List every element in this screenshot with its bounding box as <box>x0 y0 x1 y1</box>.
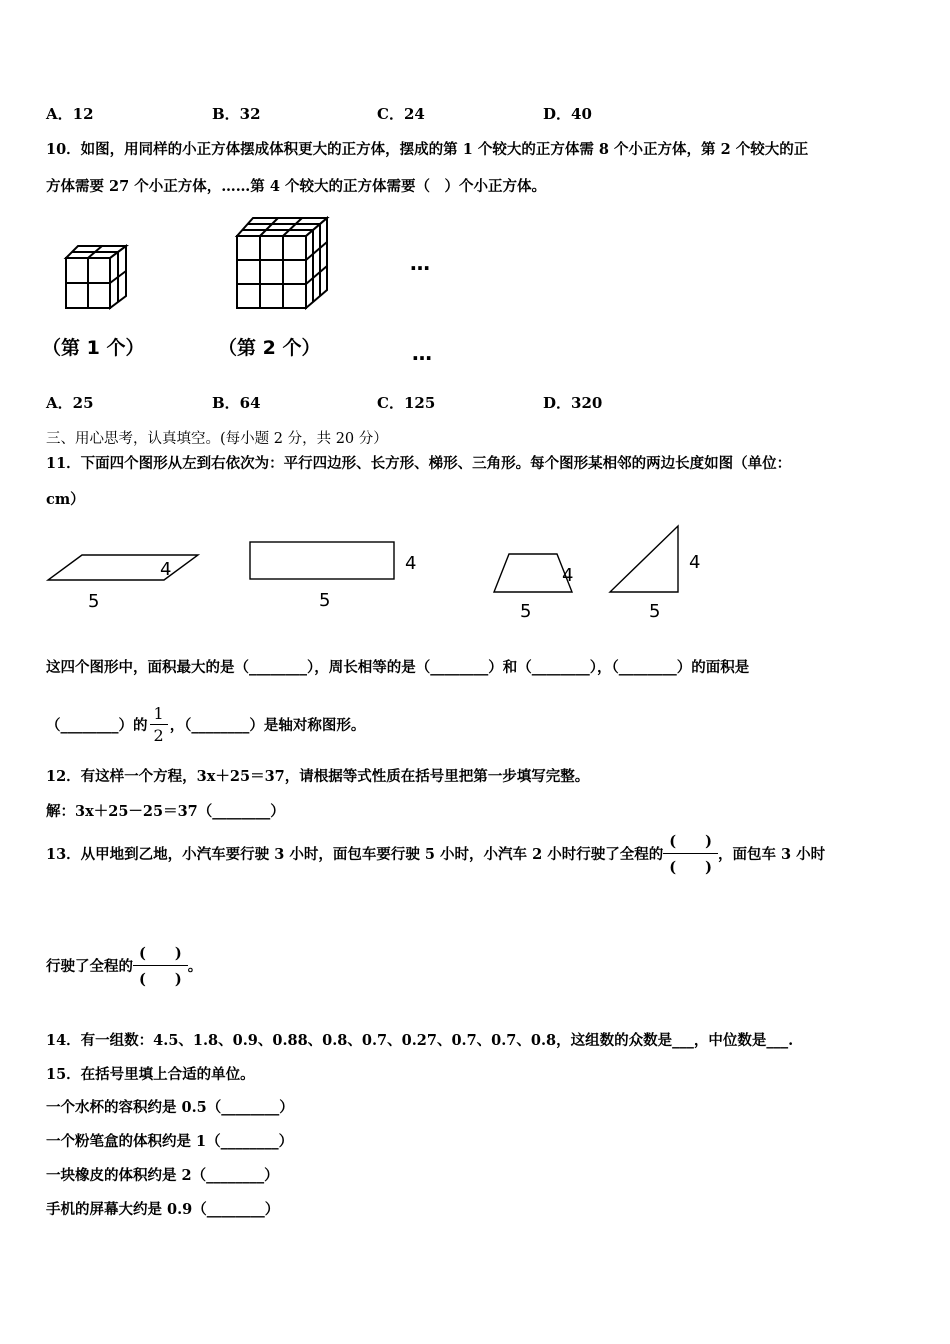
cube-2 <box>237 218 327 308</box>
parallelogram-height-label: 4 <box>160 559 172 580</box>
q13-line1-text: 13．从甲地到乙地，小汽车要行驶 3 小时，面包车要行驶 5 小时，小汽车 2 小时行驶了全程的 <box>46 846 664 863</box>
q9-option-b: B．32 <box>212 105 261 123</box>
q13-fraction-1 <box>663 830 718 877</box>
q15-item-1: 一个水杯的容积约是 0.5（________） <box>46 1099 294 1116</box>
q11-line4-b: ，（________）是轴对称图形。 <box>169 717 366 734</box>
cube-figures <box>40 210 500 380</box>
q10-line1: 10．如图，用同样的小正方体摆成体积更大的正方体，摆成的第 1 个较大的正方体需 8 个小正方体，第 2 个较大的正 <box>46 141 809 158</box>
section-3-title: 三、用心思考，认真填空。(每小题 2 分，共 20 分） <box>46 431 388 447</box>
q13-line2-end: 。 <box>187 958 203 975</box>
caption-2: （第 2 个） <box>218 337 321 359</box>
q13-line2 <box>46 942 202 989</box>
q13-fraction-1-num: ( ) <box>663 830 718 854</box>
q15-item-3: 一块橡皮的体积约是 2（________） <box>46 1167 279 1184</box>
rectangle-width-label: 5 <box>319 590 331 611</box>
q15-item-2: 一个粉笔盒的体积约是 1（________） <box>46 1133 294 1150</box>
q9-option-d: D．40 <box>543 105 592 123</box>
triangle <box>610 526 678 592</box>
parallelogram-width-label: 5 <box>88 591 100 612</box>
half-numerator: 1 <box>150 704 168 725</box>
q10-option-d: D．320 <box>543 394 603 412</box>
trapezoid-width-label: 5 <box>520 601 532 622</box>
q13-line2-text: 行驶了全程的 <box>46 958 133 975</box>
q14: 14．有一组数：4.5、1.8、0.9、0.88、0.8、0.7、0.27、0.7、0.7、0.8，这组数的众数是___，中位数是___. <box>46 1032 794 1049</box>
q13-fraction-1-den: ( ) <box>669 859 712 876</box>
q12-line2: 解：3x＋25－25＝37（________） <box>46 803 285 820</box>
q13-fraction-2-den: ( ) <box>139 971 182 988</box>
q11-line4 <box>46 704 365 745</box>
ellipsis-bottom: … <box>412 341 432 365</box>
q10-line2: 方体需要 27 个小正方体，……第 4 个较大的正方体需要（ ）个小正方体。 <box>46 178 546 195</box>
q15-title: 15．在括号里填上合适的单位。 <box>46 1066 255 1083</box>
q11-line3: 这四个图形中，面积最大的是（________），周长相等的是（________）和（________），（________）的面积是 <box>46 659 750 676</box>
q10-option-a: A．25 <box>46 394 94 412</box>
half-fraction <box>150 704 168 745</box>
q11-line2: cm） <box>46 491 85 508</box>
q9-option-c: C．24 <box>377 105 425 123</box>
parallelogram <box>48 555 198 580</box>
rectangle-height-label: 4 <box>405 553 417 574</box>
cube-1 <box>66 246 126 308</box>
q11-line1: 11．下面四个图形从左到右依次为：平行四边形、长方形、梯形、三角形。每个图形某相邻的两边长度如图（单位： <box>46 455 792 472</box>
ellipsis-top: … <box>410 251 430 275</box>
trapezoid-height-label: 4 <box>562 565 574 586</box>
q13-fraction-2-num: ( ) <box>133 942 188 966</box>
triangle-width-label: 5 <box>649 601 661 622</box>
q10-option-b: B．64 <box>212 394 261 412</box>
q12-line1: 12．有这样一个方程，3x＋25＝37，请根据等式性质在括号里把第一步填写完整。 <box>46 768 590 785</box>
q13-line1-end: ，面包车 3 小时 <box>717 846 826 863</box>
q13-line1 <box>46 830 825 877</box>
rectangle <box>250 542 394 579</box>
half-denominator: 2 <box>153 726 164 745</box>
triangle-height-label: 4 <box>689 552 701 573</box>
q11-shapes <box>40 520 760 630</box>
q10-option-c: C．125 <box>377 394 436 412</box>
q11-line4-a: （________）的 <box>46 717 148 734</box>
q13-fraction-2 <box>133 942 188 989</box>
q9-option-a: A．12 <box>46 105 94 123</box>
caption-1: （第 1 个） <box>42 337 145 359</box>
q15-item-4: 手机的屏幕大约是 0.9（________） <box>46 1201 280 1218</box>
trapezoid <box>494 554 572 592</box>
